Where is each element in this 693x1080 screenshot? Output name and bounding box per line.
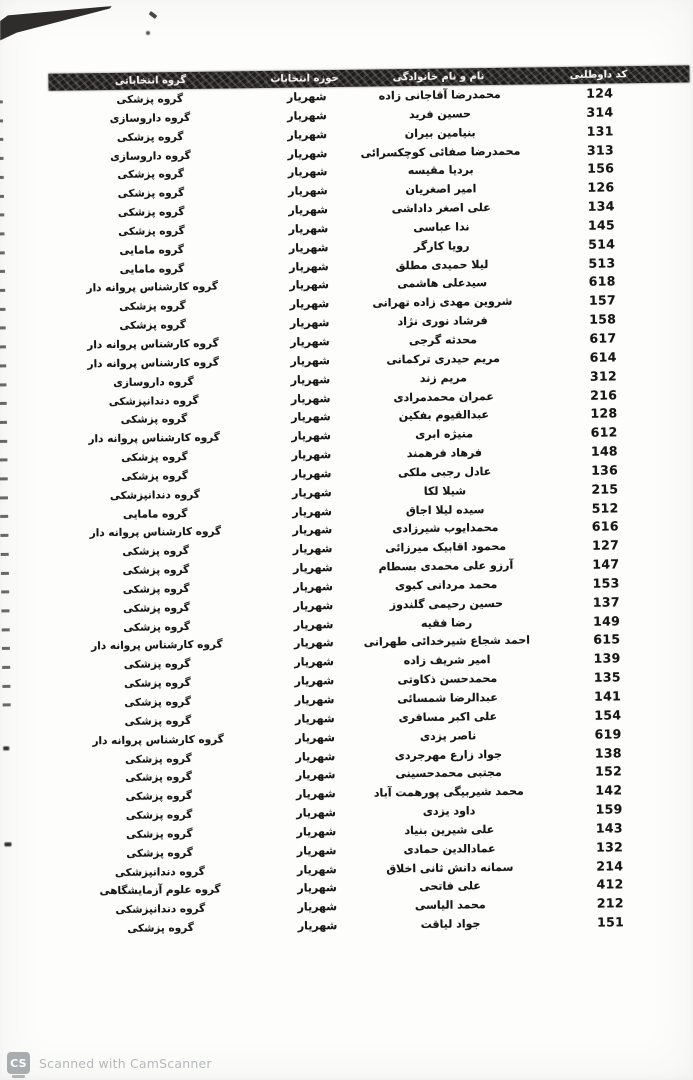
- cell-district: شهریار: [288, 184, 328, 198]
- cell-name: آرزو علی محمدی بسطام: [378, 558, 514, 574]
- cell-name: محمد شیربیگی پورهمت آباد: [373, 784, 524, 800]
- camscanner-logo-icon: CS: [7, 1052, 30, 1074]
- cell-name: امیر شریف زاده: [403, 653, 491, 668]
- cell-group: گروه پزشکی: [125, 771, 192, 785]
- cell-group: گروه پزشکی: [126, 827, 193, 841]
- cell-name: جواد زارع مهرجردی: [394, 747, 503, 762]
- cell-group: گروه پزشکی: [116, 93, 184, 106]
- cell-code: 131: [586, 123, 614, 139]
- cell-group: گروه پزشکی: [119, 300, 186, 314]
- cell-name: شیلا لکا: [423, 484, 467, 498]
- cell-code: 149: [593, 612, 621, 629]
- cell-group: گروه پزشکی: [117, 206, 185, 219]
- cell-code: 137: [592, 594, 620, 610]
- cell-code: 212: [596, 895, 624, 911]
- cell-name: علی اصغر داداشی: [391, 201, 491, 216]
- cell-code: 616: [591, 518, 619, 535]
- cell-group: گروه کارشناس پروانه دار: [92, 733, 224, 747]
- cell-code: 126: [587, 179, 615, 195]
- cell-code: 153: [592, 575, 620, 591]
- cell-code: 216: [590, 386, 618, 403]
- cell-name: علی اکبر مسافری: [398, 709, 498, 725]
- cell-district: شهریار: [295, 730, 335, 745]
- cell-group: گروه پزشکی: [123, 658, 191, 672]
- cell-code: 147: [592, 556, 620, 572]
- cell-group: گروه کارشناس پروانه دار: [87, 356, 219, 371]
- cell-name: سمانه دانش ثانی اخلاق: [386, 860, 514, 876]
- cell-name: امیر اصغریان: [405, 182, 477, 197]
- cell-group: گروه پزشکی: [116, 130, 184, 144]
- cell-group: گروه دندانپزشکی: [108, 394, 199, 408]
- cell-group: گروه پزشکی: [127, 922, 194, 935]
- camscanner-text: Scanned with CamScanner: [39, 1055, 212, 1071]
- cell-name: عبدالرضا شمسائی: [397, 690, 498, 706]
- cell-name: محمد الیاسی: [414, 898, 486, 913]
- cell-district: شهریار: [289, 259, 329, 274]
- cell-district: شهریار: [287, 165, 328, 180]
- cell-code: 313: [586, 141, 615, 158]
- cell-name: فرهاد فرهمند: [406, 446, 483, 461]
- cell-name: علی فاتحی: [419, 879, 481, 894]
- cell-district: شهریار: [293, 580, 333, 594]
- cell-code: 124: [586, 85, 614, 101]
- cell-code: 214: [596, 857, 624, 874]
- cell-code: 619: [594, 726, 622, 742]
- cell-code: 514: [588, 236, 616, 252]
- cell-group: گروه پزشکی: [126, 846, 193, 860]
- cell-district: شهریار: [296, 843, 337, 858]
- cell-code: 139: [593, 650, 621, 667]
- cell-name: محمدرضا آقاجانی زاده: [378, 87, 501, 103]
- cell-group: گروه دندانپزشکی: [114, 865, 205, 879]
- cell-group: گروه پزشکی: [121, 451, 188, 464]
- cell-district: شهریار: [297, 881, 337, 896]
- cell-name: عمادالدین حمادی: [403, 841, 496, 856]
- cell-district: شهریار: [289, 316, 330, 330]
- cell-name: بنیامین بیران: [404, 125, 476, 140]
- cell-group: گروه پزشکی: [122, 545, 190, 559]
- cell-code: 132: [595, 839, 624, 855]
- cell-district: شهریار: [290, 372, 331, 387]
- cell-district: شهریار: [293, 561, 333, 575]
- cell-district: شهریار: [290, 335, 330, 349]
- cell-group: گروه پزشکی: [124, 695, 191, 709]
- cell-district: شهریار: [295, 749, 336, 764]
- cell-district: شهریار: [287, 127, 328, 142]
- cell-name: بردیا مقیسه: [407, 163, 474, 178]
- header-district: حوزه انتخابات: [270, 72, 339, 85]
- cell-code: 215: [591, 481, 619, 497]
- cell-district: شهریار: [296, 806, 336, 820]
- cell-code: 157: [588, 292, 617, 309]
- cell-group: گروه کارشناس پروانه دار: [91, 639, 223, 653]
- cell-district: شهریار: [291, 448, 332, 462]
- cell-name: فرشاد نوری نژاد: [397, 314, 488, 329]
- cell-name: حسین فرید: [408, 107, 471, 121]
- cell-name: مریم حیدری ترکمانی: [386, 351, 500, 367]
- cell-group: گروه کارشناس پروانه دار: [87, 337, 219, 352]
- cell-group: گروه دندانپزشکی: [115, 903, 206, 917]
- cell-code: 512: [591, 499, 619, 516]
- cell-group: گروه پزشکی: [120, 413, 188, 427]
- cell-group: گروه پزشکی: [117, 168, 185, 182]
- cell-name: محمود اقابیک میرزائی: [385, 540, 507, 555]
- cell-group: گروه داروسازی: [113, 375, 194, 389]
- cell-group: گروه کارشناس پروانه دار: [88, 431, 220, 446]
- cell-district: شهریار: [294, 693, 335, 707]
- cell-code: 134: [587, 198, 615, 214]
- cell-district: شهریار: [286, 90, 327, 104]
- cell-name: محمدرضا صفائی کوچکسرائی: [360, 144, 521, 160]
- cell-group: گروه پزشکی: [124, 677, 191, 690]
- cell-district: شهریار: [288, 240, 329, 255]
- cell-group: گروه پزشکی: [125, 809, 193, 822]
- cell-name: منیژه ابری: [415, 427, 474, 442]
- cell-district: شهریار: [296, 824, 337, 839]
- cell-name: حسین رحیمی گلندوز: [389, 596, 504, 612]
- cell-code: 152: [594, 763, 623, 780]
- cell-district: شهریار: [297, 919, 338, 933]
- cell-group: گروه پزشکی: [124, 714, 192, 728]
- cell-name: لیلا حمیدی مطلق: [395, 257, 489, 272]
- cell-name: محمدحسن ذکاوتی: [397, 672, 498, 687]
- cell-district: شهریار: [295, 768, 336, 782]
- cell-group: گروه پزشکی: [119, 319, 187, 332]
- cell-district: شهریار: [288, 203, 329, 217]
- header-group: گروه انتخاباتی: [114, 74, 187, 87]
- cell-code: 128: [590, 405, 618, 422]
- cell-district: شهریار: [291, 466, 332, 481]
- cell-name: سیده لیلا اجاق: [405, 502, 485, 517]
- cell-group: گروه پزشکی: [123, 601, 190, 615]
- cell-district: شهریار: [294, 655, 334, 669]
- cell-district: شهریار: [290, 353, 331, 368]
- cell-district: شهریار: [289, 278, 330, 293]
- cell-name: جواد لیاقت: [420, 917, 481, 932]
- cell-name: محمدایوب شیرزادی: [392, 521, 499, 536]
- cell-code: 615: [593, 631, 621, 648]
- cell-group: گروه مامایی: [122, 507, 188, 521]
- cell-code: 136: [591, 462, 619, 478]
- cell-group: گروه دندانپزشکی: [109, 488, 200, 502]
- cell-name: ندا عباسی: [413, 220, 470, 234]
- cell-group: گروه پزشکی: [122, 582, 190, 596]
- cell-district: شهریار: [296, 862, 337, 877]
- cell-district: شهریار: [290, 391, 331, 406]
- cell-group: گروه علوم آزمایشگاهی: [99, 884, 221, 898]
- cell-group: گروه پزشکی: [117, 187, 185, 201]
- cell-name: داود یزدی: [422, 804, 476, 819]
- cell-code: 617: [589, 330, 617, 346]
- cell-district: شهریار: [293, 617, 334, 632]
- cell-district: شهریار: [294, 674, 335, 688]
- cell-code: 312: [589, 368, 617, 384]
- cell-district: شهریار: [289, 297, 330, 311]
- cell-district: شهریار: [291, 410, 331, 424]
- cell-code: 135: [593, 669, 621, 685]
- cell-code: 142: [595, 782, 623, 798]
- cell-name: مجتبی محمدحسینی: [395, 766, 502, 781]
- cell-group: گروه داروسازی: [110, 149, 191, 163]
- cell-group: گروه داروسازی: [109, 111, 191, 125]
- camscanner-watermark: [7, 1052, 212, 1074]
- cell-name: عبدالقیوم بفکین: [398, 408, 490, 423]
- cell-code: 314: [586, 104, 614, 120]
- header-name: نام و نام خانوادگی: [392, 71, 485, 84]
- cell-code: 412: [596, 876, 624, 893]
- cell-group: گروه پزشکی: [123, 620, 191, 634]
- cell-district: شهریار: [291, 429, 331, 443]
- cell-district: شهریار: [295, 787, 336, 801]
- cell-code: 612: [590, 424, 618, 440]
- cell-group: گروه کارشناس پروانه دار: [86, 281, 218, 295]
- cell-code: 154: [594, 707, 622, 723]
- cell-code: 143: [595, 820, 623, 836]
- cell-name: رویا کارگر: [413, 239, 470, 253]
- cell-district: شهریار: [295, 711, 335, 726]
- cell-district: شهریار: [292, 504, 332, 519]
- cell-code: 156: [587, 160, 615, 177]
- cell-district: شهریار: [292, 523, 333, 538]
- cell-district: شهریار: [297, 900, 338, 914]
- cell-name: مریم زند: [419, 370, 468, 385]
- cell-group: گروه پزشکی: [118, 224, 185, 238]
- cell-name: رضا فقیه: [420, 615, 473, 630]
- cell-group: گروه پزشکی: [125, 752, 192, 766]
- cell-group: گروه کارشناس پروانه دار: [89, 525, 222, 540]
- cell-code: 148: [590, 443, 618, 459]
- cell-group: گروه پزشکی: [121, 469, 189, 483]
- cell-name: عادل رجبی ملکی: [397, 464, 492, 480]
- cell-code: 158: [589, 311, 617, 327]
- cell-code: 145: [587, 217, 616, 233]
- cell-code: 614: [589, 349, 617, 365]
- cell-code: 151: [596, 914, 625, 930]
- cell-code: 138: [594, 744, 622, 761]
- cell-group: گروه پزشکی: [122, 564, 190, 577]
- cell-district: شهریار: [287, 146, 328, 161]
- cell-group: گروه مامایی: [119, 262, 185, 276]
- cell-name: سیدعلی هاشمی: [397, 276, 488, 291]
- cell-name: محدثه گرجی: [408, 333, 478, 348]
- cell-district: شهریار: [293, 598, 334, 613]
- cell-name: احمد شجاع شیرخدائی طهرانی: [363, 633, 531, 650]
- cell-name: ناصر یزدی: [419, 728, 477, 743]
- cell-group: گروه مامایی: [119, 243, 185, 257]
- cell-district: شهریار: [292, 542, 333, 556]
- cell-group: گروه پزشکی: [125, 790, 193, 804]
- cell-code: 159: [595, 801, 623, 817]
- cell-district: شهریار: [287, 108, 327, 123]
- cell-code: 513: [588, 254, 616, 271]
- cell-code: 127: [592, 537, 620, 553]
- table-body: [0, 83, 693, 940]
- cell-district: شهریار: [294, 636, 334, 651]
- cell-name: محمد مردانی کبوی: [394, 577, 498, 593]
- header-code: کد داوطلبی: [569, 69, 628, 81]
- cell-code: 141: [593, 688, 622, 704]
- cell-name: شروین مهدی زاده تهرانی: [372, 295, 513, 310]
- cell-district: شهریار: [292, 485, 332, 500]
- cell-district: شهریار: [288, 222, 329, 236]
- cell-name: عمران محمدمرادی: [393, 389, 494, 404]
- cell-code: 618: [588, 273, 616, 290]
- cell-name: علی شیرین بنیاد: [404, 822, 495, 838]
